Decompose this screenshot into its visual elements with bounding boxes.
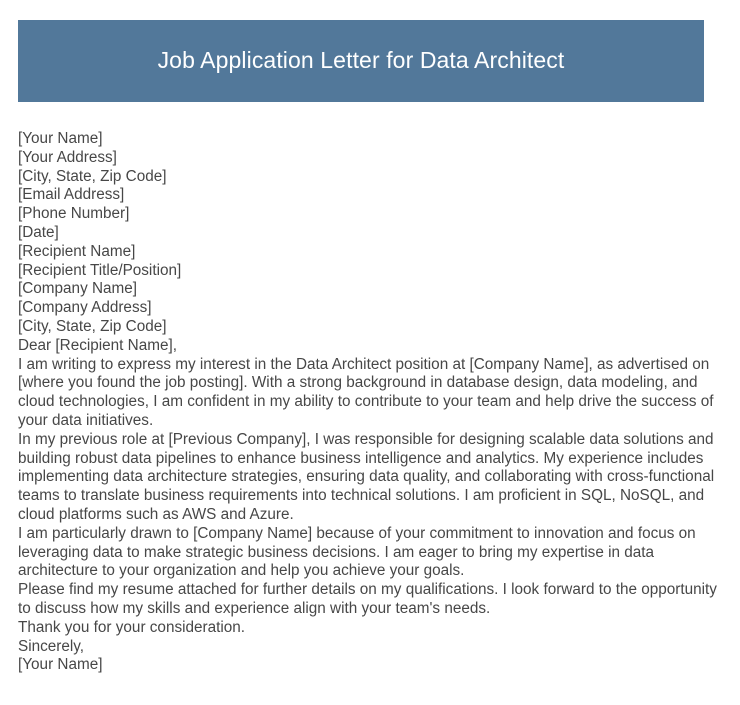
closing-line: Sincerely,	[18, 637, 85, 655]
recipient-line: [City, State, Zip Code]	[18, 317, 167, 335]
sender-line: [Phone Number]	[18, 205, 130, 223]
sender-line: [Your Address]	[18, 148, 117, 166]
thank-you-line: Thank you for your consideration.	[18, 618, 246, 636]
header-banner	[18, 20, 704, 102]
recipient-address-block	[18, 243, 718, 337]
letter-body	[18, 130, 718, 675]
sender-line: [Email Address]	[18, 186, 125, 204]
body-paragraph-1: I am writing to express my interest in the Data Architect position at [Company Name], as advertised on [where you found the job posting]. With a strong background in database design, data modeling, and cloud technologies, I am confident in my ability to contribute to your team and help drive the success of your data initiatives.	[18, 355, 714, 429]
body-paragraph-4: Please find my resume attached for further details on my qualifications. I look forward to the opportunity to discuss how my skills and experience align with your team's needs.	[18, 581, 717, 617]
sender-line: [Date]	[18, 223, 59, 241]
signature-line: [Your Name]	[18, 656, 103, 674]
recipient-line: [Recipient Name]	[18, 242, 136, 260]
recipient-line: [Company Name]	[18, 280, 138, 298]
recipient-line: [Recipient Title/Position]	[18, 261, 182, 279]
sender-line: [Your Name]	[18, 130, 103, 147]
page-title: Job Application Letter for Data Architect	[157, 47, 565, 74]
salutation: Dear [Recipient Name],	[18, 336, 177, 354]
body-paragraph-2: In my previous role at [Previous Company], I was responsible for designing scalable data solutions and building robust data pipelines to enhance business intelligence and analytics. My experience includes implementing data architecture strategies, ensuring data quality, and collaborating with cross-functional teams to translate business requirements into technical solutions. I am proficient in SQL, NoSQL, and cloud platforms such as AWS and Azure.	[18, 430, 715, 523]
body-paragraph-3: I am particularly drawn to [Company Name] because of your commitment to innovation and focus on leveraging data to make strategic business decisions. I am eager to bring my expertise in data architecture to your organization and help you achieve your goals.	[18, 524, 696, 580]
recipient-line: [Company Address]	[18, 299, 152, 317]
sender-address-block	[18, 130, 718, 243]
sender-line: [City, State, Zip Code]	[18, 167, 167, 185]
